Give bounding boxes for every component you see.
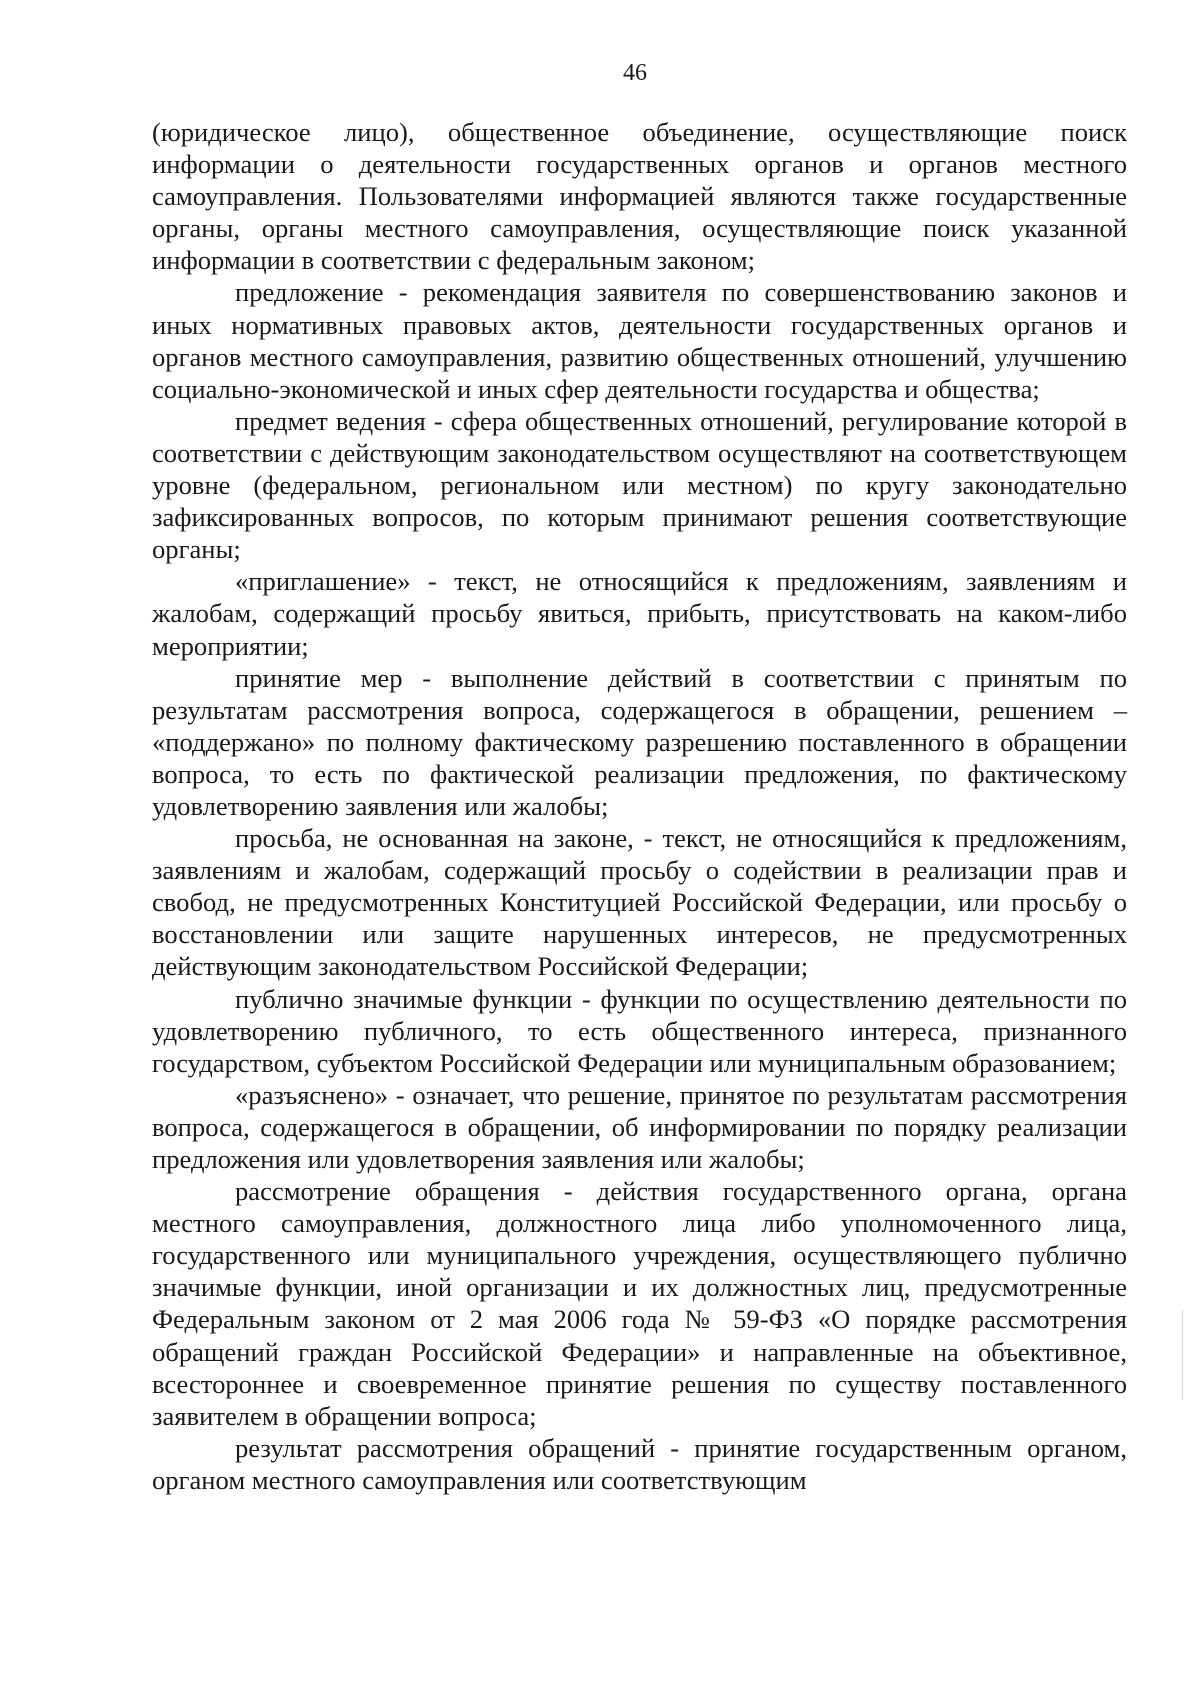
paragraph-invitation-definition: «приглашение» - текст, не относящийся к предложениям, заявлениям и жалобам, содержащий просьбу явиться, прибыть, присутствовать на каком-либо мероприятии; [152, 566, 1127, 661]
paragraph-explained-definition: «разъяснено» - означает, что решение, принятое по результатам рассмотрения вопроса, содержащегося в обращении, об информировании по порядку реализации предложения или удовлетворения заявления или жалобы; [152, 1079, 1127, 1174]
scan-margin-mark [1182, 1310, 1183, 1400]
paragraph-appeal-review-definition: рассмотрение обращения - действия государственного органа, органа местного самоуправления, должностного лица либо уполномоченного лица, государственного или муниципального учреждения, осуществляющего публично значимые функции, иной организации и их должностных лиц, предусмотренные Федеральным законом от 2 мая 2006 года № 59-ФЗ «О порядке рассмотрения обращений граждан Российской Федерации» и направленные на объективное, всестороннее и своевременное принятие решения по существу поставленного заявителем в обращении вопроса; [152, 1176, 1127, 1431]
paragraph-subject-matter-definition: предмет ведения - сфера общественных отношений, регулирование которой в соответствии с действующим законодательством осуществляют на соответствующем уровне (федеральном, региональном или местном) по кругу законодательно зафиксированных вопросов, по которым принимают решения соответствующие органы; [152, 405, 1127, 565]
paragraph-review-result-definition: результат рассмотрения обращений - принятие государственным органом, органом местного самоуправления или соответствующим [152, 1432, 1127, 1495]
document-body [152, 116, 1127, 1496]
page-number: 46 [623, 60, 647, 86]
paragraph-user-definition-continued: (юридическое лицо), общественное объединение, осуществляющие поиск информации о деятельности государственных органов и органов местного самоуправления. Пользователями информацией являются также государственные органы, органы местного самоуправления, осуществляющие поиск указанной информации в соответствии с федеральным законом; [152, 117, 1127, 276]
paragraph-taking-measures-definition: принятие мер - выполнение действий в соответствии с принятым по результатам рассмотрения вопроса, содержащегося в обращении, решением – «поддержано» по полному фактическому разрешению поставленного в обращении вопроса, то есть по фактической реализации предложения, по фактическому удовлетворению заявления или жалобы; [152, 662, 1127, 821]
paragraph-unlawful-request-definition: просьба, не основанная на законе, - текст, не относящийся к предложениям, заявлениям и жалобам, содержащий просьбу о содействии в реализации прав и свобод, не предусмотренных Конституцией Российской Федерации, или просьбу о восстановлении или защите нарушенных интересов, не предусмотренных действующим законодательством Российской Федерации; [152, 823, 1127, 982]
paragraph-proposal-definition: предложение - рекомендация заявителя по совершенствованию законов и иных нормативных правовых актов, деятельности государственных органов и органов местного самоуправления, развитию общественных отношений, улучшению социально-экономической и иных сфер деятельности государства и общества; [152, 277, 1127, 404]
paragraph-public-functions-definition: публично значимые функции - функции по осуществлению деятельности по удовлетворению публичного, то есть общественного интереса, признанного государством, субъектом Российской Федерации или муниципальным образованием; [152, 983, 1127, 1078]
